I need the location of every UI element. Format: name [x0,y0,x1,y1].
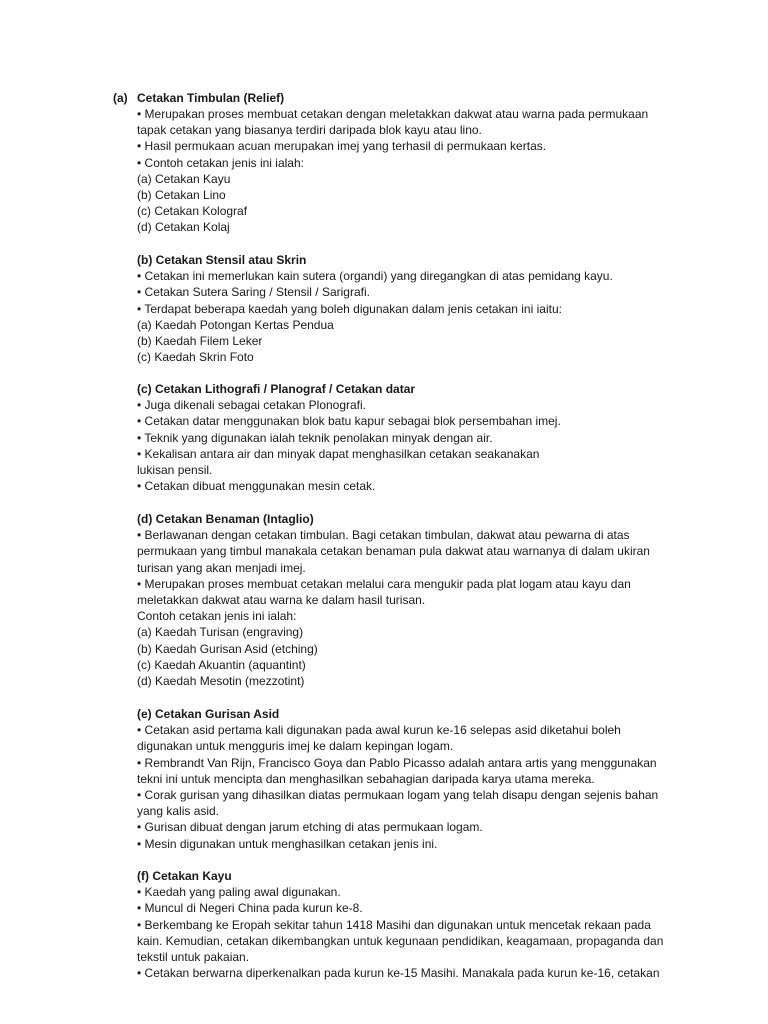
section-f-title: (f) Cetakan Kayu [137,869,232,883]
section-e-line: digunakan untuk mengguris imej ke dalam kepingan logam. [137,739,454,754]
section-b-line: • Cetakan Sutera Saring / Stensil / Sarigrafi. [137,285,370,300]
section-b [137,252,682,365]
section-d-title: (d) Cetakan Benaman (Intaglio) [137,512,314,526]
section-a-line: (d) Cetakan Kolaj [137,220,230,235]
section-c-line: • Cetakan dibuat menggunakan mesin cetak. [137,479,376,494]
section-a-line: • Merupakan proses membuat cetakan dengan meletakkan dakwat atau warna pada permukaan [137,107,649,121]
section-a-marker: (a) [113,91,128,105]
section-c-line: lukisan pensil. [137,463,213,478]
section-e-line: • Cetakan asid pertama kali digunakan pada awal kurun ke-16 selepas asid diketahui boleh [137,723,621,738]
section-c-line: • Teknik yang digunakan ialah teknik penolakan minyak dengan air. [137,430,493,445]
section-d-line: Contoh cetakan jenis ini ialah: [137,609,297,624]
section-f-line: kain. Kemudian, cetakan dikembangkan untuk kegunaan pendidikan, keagamaan, propaganda dan [137,933,664,948]
section-a-title: Cetakan Timbulan (Relief) [137,91,285,105]
section-c-line: • Cetakan datar menggunakan blok batu kapur sebagai blok persembahan imej. [137,414,561,429]
section-b-line: (a) Kaedah Potongan Kertas Pendua [137,317,334,332]
section-b-line: (c) Kaedah Skrin Foto [137,350,254,365]
section-b-title: (b) Cetakan Stensil atau Skrin [137,253,307,267]
section-a-line: tapak cetakan yang biasanya terdiri daripada blok kayu atau lino. [137,123,482,138]
section-a-line: (b) Cetakan Lino [137,188,226,203]
section-f-line: • Cetakan berwarna diperkenalkan pada kurun ke-15 Masihi. Manakala pada kurun ke-16, cetakan [137,966,660,981]
section-d-line: (c) Kaedah Akuantin (aquantint) [137,657,306,672]
section-b-line: (b) Kaedah Filem Leker [137,334,263,349]
section-a-line: • Hasil permukaan acuan merupakan imej yang terhasil di permukaan kertas. [137,139,547,154]
section-d-line: (b) Kaedah Gurisan Asid (etching) [137,641,318,656]
section-a-line: • Contoh cetakan jenis ini ialah: [137,155,304,170]
section-e-line: • Rembrandt Van Rijn, Francisco Goya dan Pablo Picasso adalah antara artis yang menggunakan [137,755,657,770]
section-d-line: (d) Kaedah Mesotin (mezzotint) [137,674,305,689]
section-f-line: tekstil untuk pakaian. [137,950,250,965]
section-e-title: (e) Cetakan Gurisan Asid [137,707,280,721]
section-d-line: • Merupakan proses membuat cetakan melalui cara mengukir pada plat logam atau kayu dan [137,576,631,591]
section-d-line: turisan yang akan menjadi imej. [137,560,306,575]
section-c [137,381,682,494]
section-e-line: • Mesin digunakan untuk menghasilkan cetakan jenis ini. [137,836,438,851]
section-a-line: (c) Cetakan Kolograf [137,204,248,219]
section-e-line: tekni ini untuk mencipta dan menghasilkan sebahagian daripada karya utama mereka. [137,771,595,786]
section-f-line: • Berkembang ke Eropah sekitar tahun 1418 Masihi dan digunakan untuk mencetak rekaan pada [137,917,651,932]
section-f-line: • Muncul di Negeri China pada kurun ke-8. [137,901,363,916]
section-d [137,511,682,689]
section-d-line: permukaan yang timbul manakala cetakan benaman pula dakwat atau warnanya di dalam ukiran [137,544,650,559]
section-d-line: meletakkan dakwat atau warna ke dalam hasil turisan. [137,593,426,608]
section-e [137,706,682,852]
section-d-line: • Berlawanan dengan cetakan timbulan. Bagi cetakan timbulan, dakwat atau pewarna di atas [137,528,630,543]
section-a-body [137,106,682,236]
section-b-line: • Cetakan ini memerlukan kain sutera (organdi) yang diregangkan di atas pemidang kayu. [137,269,613,284]
section-d-line: (a) Kaedah Turisan (engraving) [137,625,304,640]
section-a-line: (a) Cetakan Kayu [137,171,231,186]
section-c-title: (c) Cetakan Lithografi / Planograf / Cetakan datar [137,382,416,396]
section-e-line: • Gurisan dibuat dengan jarum etching di atas permukaan logam. [137,820,483,835]
section-b-line: • Terdapat beberapa kaedah yang boleh digunakan dalam jenis cetakan ini iaitu: [137,301,562,316]
section-f-line: • Kaedah yang paling awal digunakan. [137,885,341,900]
section-e-line: • Corak gurisan yang dihasilkan diatas permukaan logam yang telah disapu dengan sejenis bahan [137,788,659,803]
section-f [137,868,682,981]
section-c-line: • Juga dikenali sebagai cetakan Plonografi. [137,398,367,413]
section-e-line: yang kalis asid. [137,804,220,819]
section-c-line: • Kekalisan antara air dan minyak dapat menghasilkan cetakan seakanakan [137,446,540,461]
